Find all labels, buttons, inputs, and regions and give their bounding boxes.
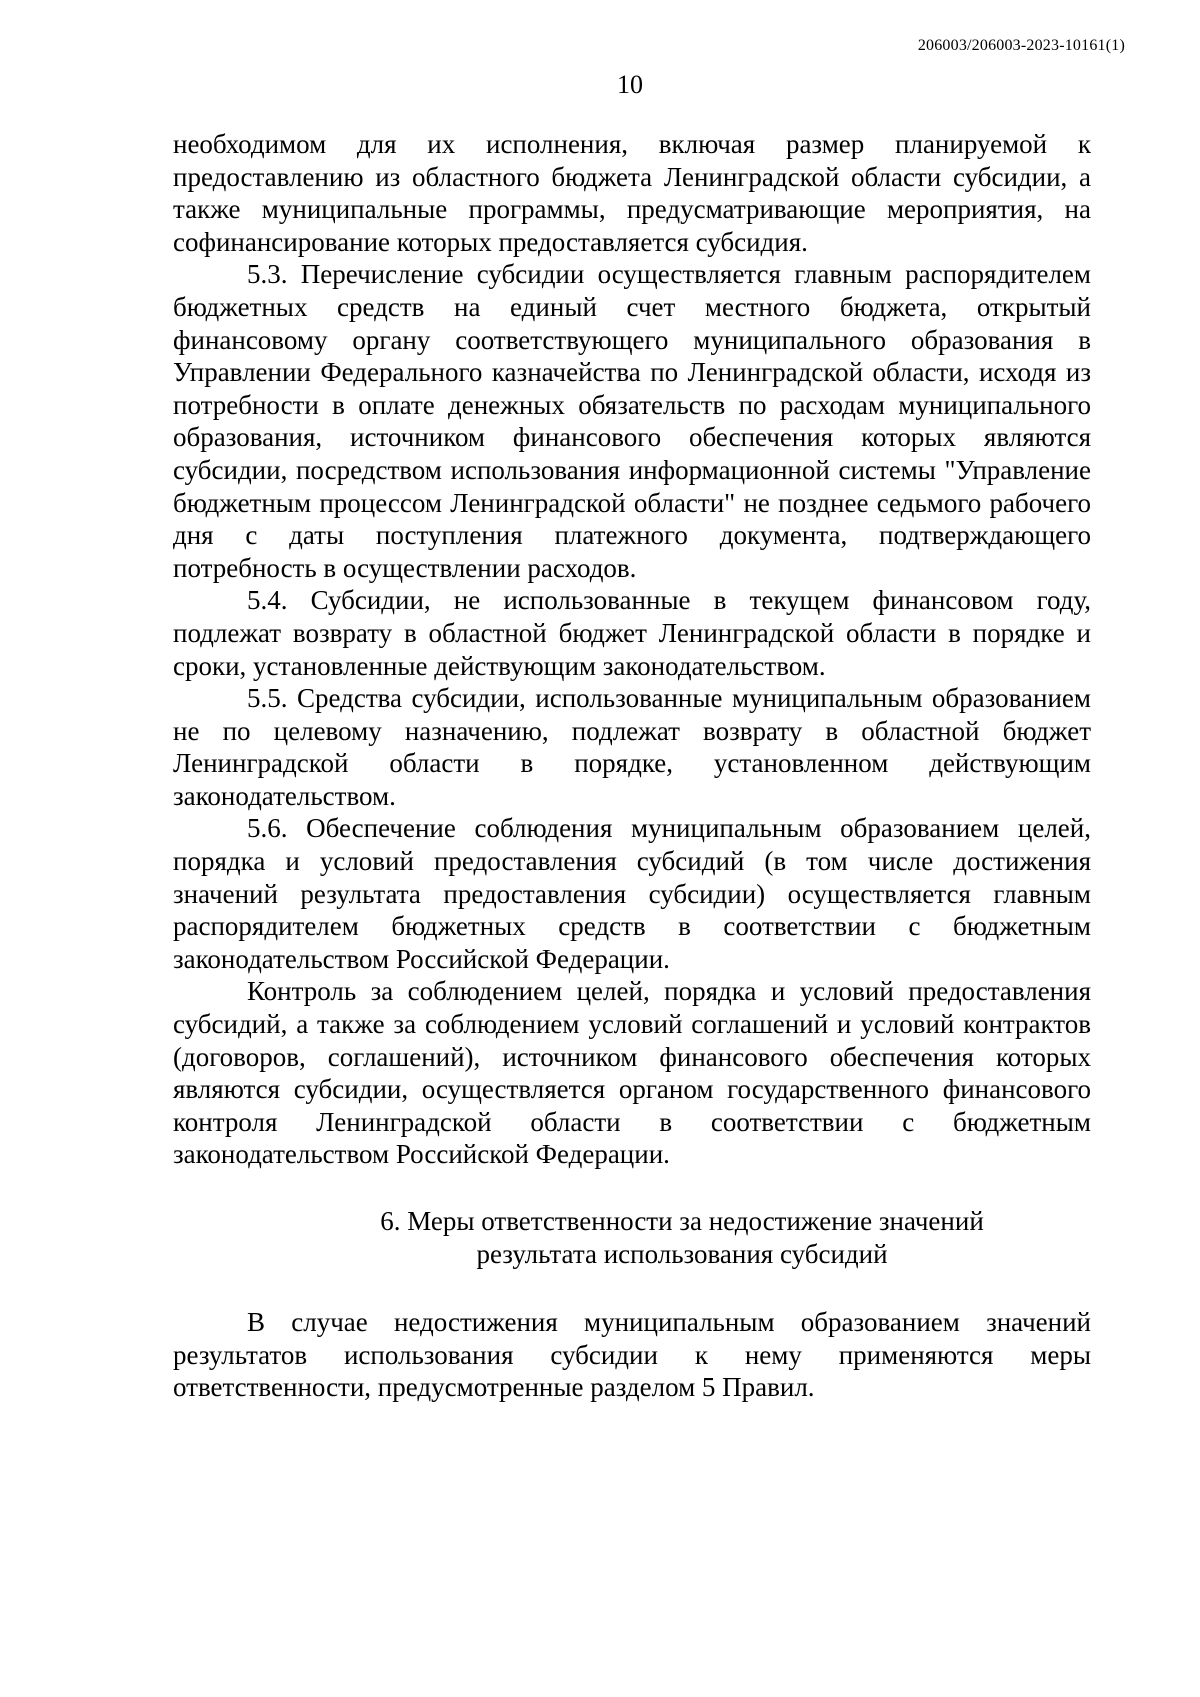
paragraph-section-6: В случае недостижения муниципальным образованием значений результатов использования субсидии к нему применяются меры ответственности, предусмотренные разделом 5 Правил. xyxy=(173,1307,1091,1403)
paragraph-control: Контроль за соблюдением целей, порядка и условий предоставления субсидий, а также за соблюдением условий соглашений и условий контрактов (договоров, соглашений), источником финансового обеспечения которых являются субсидии, осуществляется органом государственного финансового контроля Ленинградской области в соответствии с бюджетным законодательством Российской Федерации. xyxy=(173,976,1091,1170)
section-6-heading xyxy=(173,1205,1091,1270)
paragraph-5-4: 5.4. Субсидии, не использованные в текущем финансовом году, подлежат возврату в областной бюджет Ленинградской области в порядке и сроки, установленные действующим законодательством. xyxy=(173,585,1091,681)
paragraph-5-3: 5.3. Перечисление субсидии осуществляется главным распорядителем бюджетных средств на единый счет местного бюджета, открытый финансовому органу соответствующего муниципального образования в Управлении Федерального казначейства по Ленинградской области, исходя из потребности в оплате денежных обязательств по расходам муниципального образования, источником финансового обеспечения которых являются субсидии, посредством использования информационной системы "Управление бюджетным процессом Ленинградской области" не позднее седьмого рабочего дня с даты поступления платежного документа, подтверждающего потребность в осуществлении расходов. xyxy=(173,259,1091,583)
paragraph-5-5: 5.5. Средства субсидии, использованные муниципальным образованием не по целевому назначению, подлежат возврату в областной бюджет Ленинградской области в порядке, установленном действующим законодательством. xyxy=(173,683,1091,811)
section-6-heading-line-1: 6. Меры ответственности за недостижение значений xyxy=(380,1206,984,1236)
section-6-heading-line-2: результата использования субсидий xyxy=(476,1238,888,1269)
page-number: 10 xyxy=(617,70,643,99)
document-body xyxy=(173,128,1091,1404)
paragraph-5-6: 5.6. Обеспечение соблюдения муниципальным образованием целей, порядка и условий предоставления субсидий (в том числе достижения значений результата предоставления субсидии) осуществляется главным распорядителем бюджетных средств в соответствии с бюджетным законодательством Российской Федерации. xyxy=(173,813,1091,974)
document-registration-number: 206003/206003-2023-10161(1) xyxy=(917,37,1125,54)
paragraph-continuation: необходимом для их исполнения, включая размер планируемой к предоставлению из областного бюджета Ленинградской области субсидии, а также муниципальные программы, предусматривающие мероприятия, на софинансирование которых предоставляется субсидия. xyxy=(173,129,1091,257)
